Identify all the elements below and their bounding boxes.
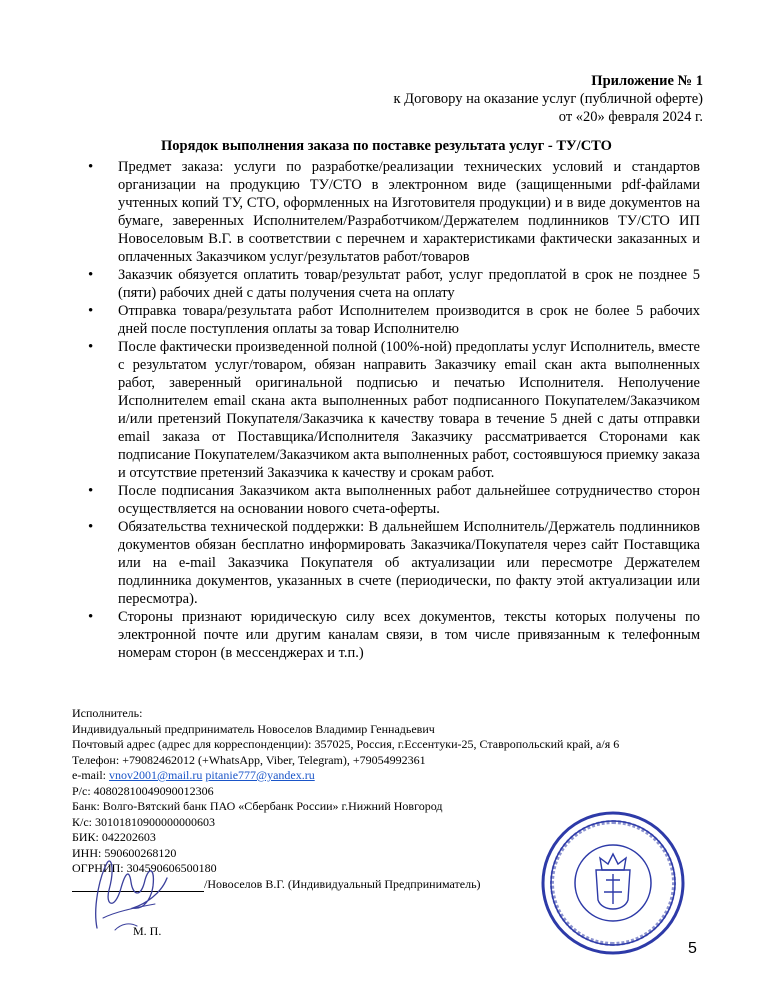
document-title: Порядок выполнения заказа по поставке результата услуг - ТУ/СТО <box>161 138 612 154</box>
postal-address: Почтовый адрес (адрес для корреспонденции): 357025, Россия, г.Ессентуки-25, Ставропольский край, а/я 6 <box>72 737 620 751</box>
page-number: 5 <box>688 940 697 957</box>
terms-list <box>88 158 700 662</box>
settlement-account: Р/с: 40802810049090012306 <box>72 783 214 798</box>
appendix-date: от «20» февраля 2024 г. <box>558 109 703 125</box>
seal-place-label: М. П. <box>133 924 162 938</box>
bik: БИК: 042202603 <box>72 830 156 844</box>
email-line <box>72 768 692 784</box>
list-item: • Заказчик обязуется оплатить товар/результат работ, услуг предоплатой в срок не позднее 5 (пяти) рабочих дней с даты получения счета на оплату <box>88 266 700 302</box>
round-seal-stamp <box>538 808 688 958</box>
list-item: • После фактически произведенной полной (100%-ной) предоплаты услуг Исполнитель, вместе с результатом услуг/товаром, обязан направить Заказчику email скан акта выполненных работ, заверенный оригинальной подписью и печатью Исполнителя. Неполучение Исполнителем email скана акта выполненных работ подписанного Покупателем/Заказчиком и/или претензий Покупателя/Заказчика к качеству товара в течение 5 дней с даты отправки email заказа от Поставщика/Исполнителя Заказчику рассматривается Сторонами как подписание Покупателем/Заказчиком акта выполненных работ, состоявшуюся приемку заказа и отсутствие претензий Заказчика к качеству и срокам работ. <box>88 338 700 482</box>
executor-label: Исполнитель: <box>72 706 143 720</box>
email-link-1[interactable]: vnov2001@mail.ru <box>108 768 203 782</box>
signature-caption: /Новоселов В.Г. (Индивидуальный Предприниматель) <box>204 876 481 891</box>
inn: ИНН: 590600268120 <box>72 845 177 860</box>
list-item: • Обязательства технической поддержки: В дальнейшем Исполнитель/Держатель подлинников документов обязан бесплатно информировать Заказчика/Покупателя через сайт Поставщика или на e-mail Заказчика Покупателя об актуализации или пересмотре Держателем подлинника документов, указанных в счете (периодически, по факту этой актуализации или пересмотра). <box>88 518 700 608</box>
handwritten-signature <box>85 838 175 938</box>
list-item: • Отправка товара/результата работ Исполнителем производится в срок не более 5 рабочих дней после поступления оплаты за товар Исполнителю <box>88 302 700 338</box>
list-item: • Стороны признают юридическую силу всех документов, тексты которых получены по электронной почте или другим каналам связи, в том числе привязанным к телефонным номерам сторон (в мессенджерах и т.п.) <box>88 608 700 662</box>
appendix-number: Приложение № 1 <box>591 73 703 89</box>
list-item: • Предмет заказа: услуги по разработке/реализации технических условий и стандартов организации на продукцию ТУ/СТО в электронном виде (защищенными pdf-файлами учтенных копий ТУ, СТО, оформленных на Изготовителя продукции) и в виде документов на бумаге, заверенных Исполнителем/Разработчиком/Держателем подлинников ТУ/СТО ИП Новоселовым В.Г. в соответствии с перечнем и характеристиками фактически заказанных и оплаченных Заказчиком услуг/результатов работ/товаров <box>88 158 700 266</box>
ogrnip: ОГРНИП: 304590606500180 <box>72 861 217 875</box>
appendix-contract-ref: к Договору на оказание услуг (публичной оферте) <box>393 91 703 107</box>
email-label: e-mail: <box>72 768 109 782</box>
executor-name: Индивидуальный предприниматель Новоселов Владимир Геннадьевич <box>72 721 435 736</box>
email-link-2[interactable]: pitanie777@yandex.ru <box>205 768 315 782</box>
phone-line: Телефон: +79082462012 (+WhatsApp, Viber, Telegram), +79054992361 <box>72 752 426 767</box>
bank-name: Банк: Волго-Вятский банк ПАО «Сбербанк России» г.Нижний Новгород <box>72 799 443 813</box>
appendix-header <box>303 72 703 126</box>
correspondent-account: К/с: 30101810900000000603 <box>72 814 215 829</box>
list-item: • После подписания Заказчиком акта выполненных работ дальнейшее сотрудничество сторон осуществляется на основании нового счета-оферты. <box>88 482 700 518</box>
